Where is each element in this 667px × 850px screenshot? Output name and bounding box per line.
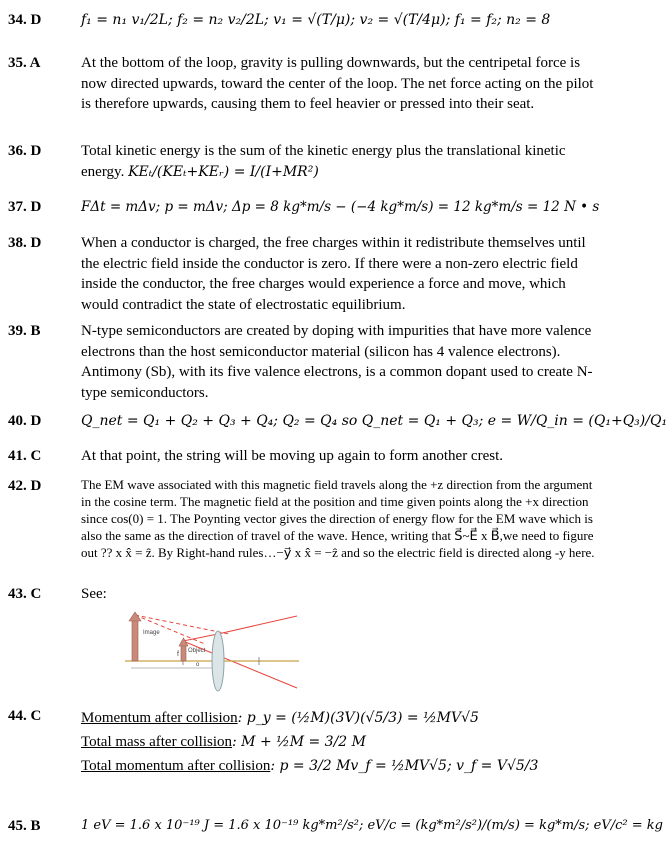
answer-text: N-type semiconductors are created by doping with impurities that have more valence electrons than the host semiconductor material (silicon has 4 valence electrons). Antimony (Sb), with its five valence electrons, is a common dopant used to create N-type semiconductors. xyxy=(81,323,593,401)
ray xyxy=(218,616,297,634)
answer-label: 37. D xyxy=(8,199,42,215)
object-label: Object xyxy=(188,648,206,654)
image-arrow xyxy=(132,619,138,661)
answer-label: 44. C xyxy=(8,708,42,724)
answer-label: 45. B xyxy=(8,818,41,834)
image-arrowhead xyxy=(129,612,141,621)
answer-equation: KEₜ/(KEₜ+KEᵣ) = I/(I+MR²) xyxy=(128,163,319,180)
answer-body xyxy=(81,141,602,182)
answer-text: The EM wave associated with this magnetic field travels along the +z direction from the argument in the cosine term. The magnetic field at the position and time given points along the +x direction since cos(0) = 1. The Poynting vector gives the direction of energy flow for the EM wave which is also the same as the direction of travel of the wave. Hence, writing that S⃗~E⃗ x B⃗,we need to figure out ?? x x̂ = ẑ. By Right-hand rules…−y⃗ x x̂ = −ẑ and so the electric field is directed along -y here. xyxy=(81,477,595,560)
line-equation: : p = 3/2 Mv_f = ½MV√5; v_f = V√5/3 xyxy=(270,758,539,774)
answer-equation: Q_net = Q₁ + Q₂ + Q₃ + Q₄; Q₂ = Q₄ so Q_net = Q₁ + Q₃; e = W/Q_in = (Q₁+Q₃)/Q₁ xyxy=(81,413,667,429)
answer-text: When a conductor is charged, the free charges within it redistribute themselves until the electric field inside the conductor is zero. If there were a non-zero electric field inside the conductor, the free charges would experience a force and move, which would contradict the state of electrostatic equilibrium. xyxy=(81,235,586,313)
answer-label: 39. B xyxy=(8,323,41,339)
answer-label: 40. D xyxy=(8,413,42,429)
answer-equation: FΔt = mΔv; p = mΔv; Δp = 8 kg*m/s − (−4 kg*m/s) = 12 kg*m/s = 12 N • s xyxy=(81,199,600,215)
line-caption: Momentum after collision xyxy=(81,710,238,726)
line-caption: Total momentum after collision xyxy=(81,758,271,774)
line-equation: : p_y = (½M)(3V)(√5/3) = ½MV√5 xyxy=(237,710,479,726)
answer-label: 42. D xyxy=(8,478,42,494)
answer-text: At the bottom of the loop, gravity is pulling downwards, but the centripetal force is now directed upwards, toward the center of the loop. The net force acting on the pilot is therefore upwards, causing them to feel heavier or pressed into their seat. xyxy=(81,55,594,112)
equation-line xyxy=(81,754,602,778)
lens-ray-diagram xyxy=(121,610,301,692)
answer-text: Total kinetic energy is the sum of the kinetic energy plus the translational kinetic energy. xyxy=(81,143,566,180)
image-label: Image xyxy=(143,630,160,636)
answer-label: 36. D xyxy=(8,143,42,159)
f-label: f xyxy=(177,651,179,658)
answer-label: 34. D xyxy=(8,12,42,28)
o-label: o xyxy=(196,662,200,668)
answer-equation: f₁ = n₁ v₁/2L; f₂ = n₂ v₂/2L; v₁ = √(T/μ); v₂ = √(T/4μ); f₁ = f₂; n₂ = 8 xyxy=(81,12,551,28)
answer-label: 38. D xyxy=(8,235,42,251)
lens xyxy=(212,631,224,691)
line-caption: Total mass after collision xyxy=(81,734,232,750)
answer-equation: 1 eV = 1.6 x 10⁻¹⁹ J = 1.6 x 10⁻¹⁹ kg*m²/s²; eV/c = (kg*m²/s²)/(m/s) = kg*m/s; eV/c² = kg xyxy=(81,818,663,833)
object-arrow xyxy=(181,645,186,661)
answer-label: 35. A xyxy=(8,55,41,71)
equation-line xyxy=(81,730,602,754)
answer-text: At that point, the string will be moving up again to form another crest. xyxy=(81,448,503,464)
equation-line xyxy=(81,706,602,730)
line-equation: : M + ½M = 3/2 M xyxy=(232,734,366,750)
answer-label: 41. C xyxy=(8,448,42,464)
answer-label: 43. C xyxy=(8,586,42,602)
answer-text: See: xyxy=(81,586,107,602)
answer-body xyxy=(81,706,602,778)
